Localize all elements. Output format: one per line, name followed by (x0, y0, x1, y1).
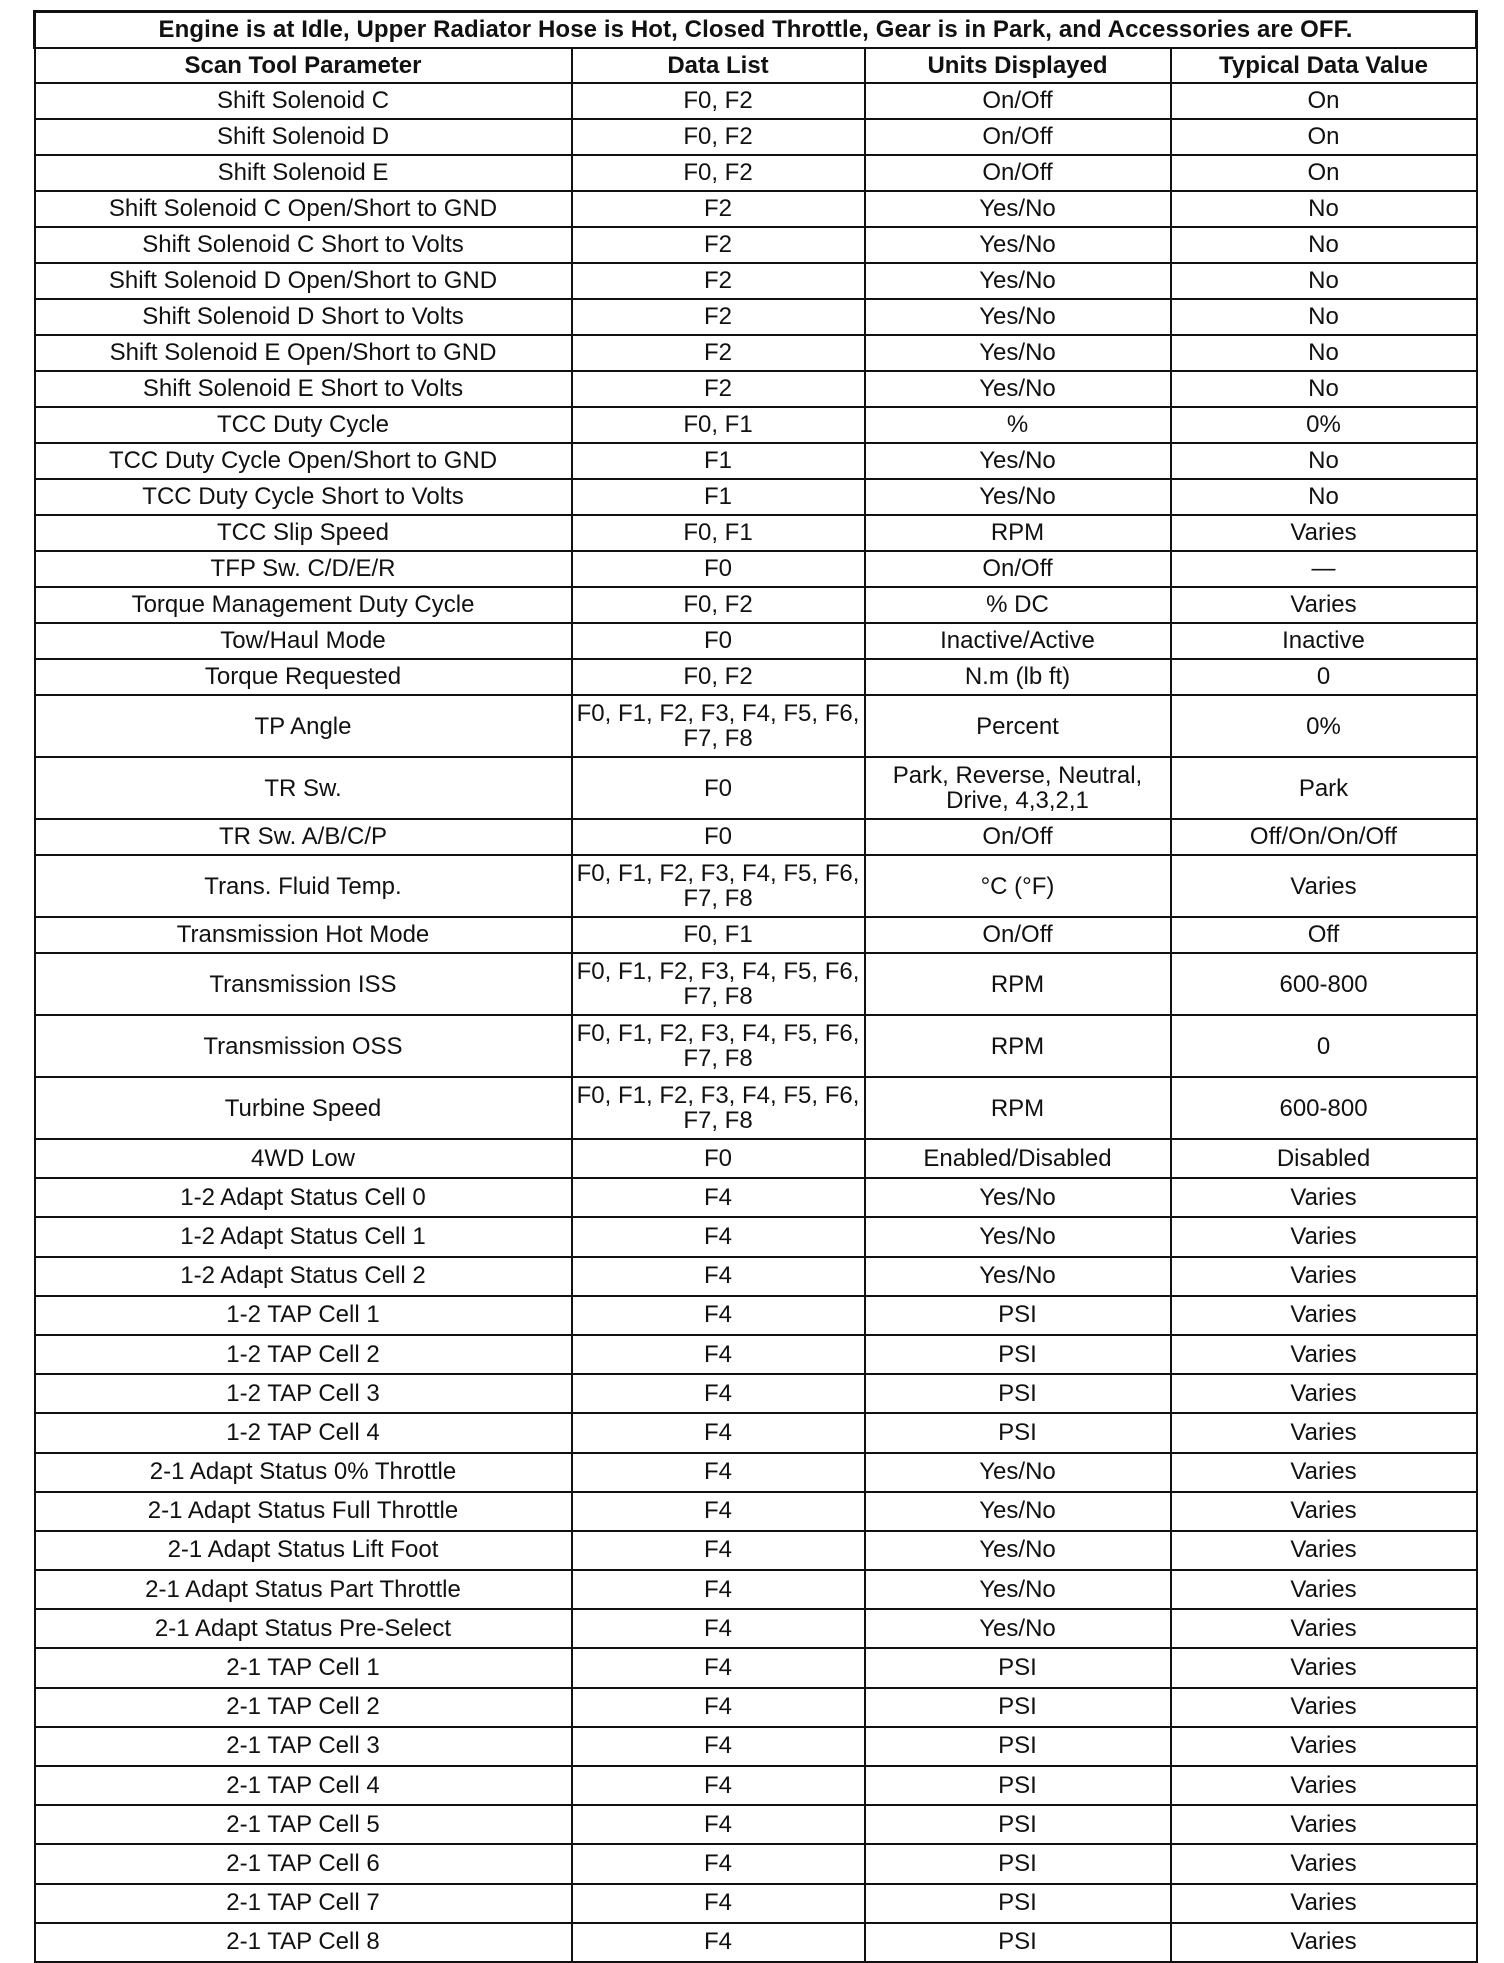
table-row (35, 1923, 1477, 1962)
cell-parameter: 1-2 TAP Cell 4 (35, 1413, 572, 1452)
table-row (35, 819, 1477, 855)
cell-parameter: 1-2 TAP Cell 1 (35, 1296, 572, 1335)
table-row (35, 227, 1477, 263)
table-row (35, 757, 1477, 819)
cell-data-list: F2 (572, 299, 865, 335)
cell-parameter: Turbine Speed (35, 1077, 572, 1139)
cell-data-list: F4 (572, 1805, 865, 1844)
cell-typical-value: Varies (1171, 1648, 1477, 1687)
cell-data-list: F4 (572, 1570, 865, 1609)
table-row (35, 855, 1477, 917)
cell-typical-value: Varies (1171, 1374, 1477, 1413)
table-row (35, 479, 1477, 515)
cell-typical-value: No (1171, 479, 1477, 515)
cell-data-list: F0, F2 (572, 587, 865, 623)
cell-units: °C (°F) (865, 855, 1171, 917)
table-row (35, 953, 1477, 1015)
table-row (35, 1805, 1477, 1844)
cell-units: Yes/No (865, 1178, 1171, 1217)
cell-parameter: TCC Duty Cycle Open/Short to GND (35, 443, 572, 479)
cell-data-list: F0 (572, 1139, 865, 1178)
cell-data-list: F2 (572, 371, 865, 407)
cell-typical-value: 0% (1171, 695, 1477, 757)
cell-data-list: F0, F1, F2, F3, F4, F5, F6, F7, F8 (572, 1077, 865, 1139)
cell-units: On/Off (865, 119, 1171, 155)
cell-data-list: F2 (572, 263, 865, 299)
cell-units: PSI (865, 1923, 1171, 1962)
cell-typical-value: Varies (1171, 1727, 1477, 1766)
cell-data-list: F0, F2 (572, 659, 865, 695)
cell-typical-value: Varies (1171, 1296, 1477, 1335)
cell-data-list: F4 (572, 1257, 865, 1296)
cell-typical-value: On (1171, 155, 1477, 191)
cell-parameter: Transmission ISS (35, 953, 572, 1015)
cell-parameter: Shift Solenoid E Open/Short to GND (35, 335, 572, 371)
cell-units: RPM (865, 1077, 1171, 1139)
cell-units: PSI (865, 1335, 1171, 1374)
cell-parameter: 1-2 Adapt Status Cell 1 (35, 1217, 572, 1256)
table-row (35, 695, 1477, 757)
cell-units: Yes/No (865, 1609, 1171, 1648)
cell-data-list: F0 (572, 551, 865, 587)
column-header-data-list: Data List (572, 48, 865, 83)
cell-typical-value: Varies (1171, 1492, 1477, 1531)
cell-typical-value: Varies (1171, 515, 1477, 551)
cell-data-list: F4 (572, 1374, 865, 1413)
cell-units: Yes/No (865, 191, 1171, 227)
cell-typical-value: Varies (1171, 1688, 1477, 1727)
table-row (35, 1077, 1477, 1139)
table-row (35, 119, 1477, 155)
cell-units: PSI (865, 1374, 1171, 1413)
table-row (35, 1492, 1477, 1531)
cell-units: Park, Reverse, Neutral, Drive, 4,3,2,1 (865, 757, 1171, 819)
cell-parameter: 2-1 TAP Cell 4 (35, 1766, 572, 1805)
cell-data-list: F4 (572, 1727, 865, 1766)
cell-parameter: 2-1 Adapt Status Full Throttle (35, 1492, 572, 1531)
cell-parameter: TCC Duty Cycle Short to Volts (35, 479, 572, 515)
cell-parameter: Torque Requested (35, 659, 572, 695)
cell-units: Yes/No (865, 335, 1171, 371)
table-row (35, 1727, 1477, 1766)
cell-units: PSI (865, 1727, 1171, 1766)
cell-typical-value: Varies (1171, 1844, 1477, 1883)
cell-typical-value: Varies (1171, 1257, 1477, 1296)
cell-data-list: F4 (572, 1648, 865, 1687)
cell-parameter: 2-1 TAP Cell 7 (35, 1884, 572, 1923)
cell-units: Enabled/Disabled (865, 1139, 1171, 1178)
cell-parameter: 2-1 TAP Cell 8 (35, 1923, 572, 1962)
cell-data-list: F0 (572, 819, 865, 855)
table-row (35, 1609, 1477, 1648)
cell-units: PSI (865, 1884, 1171, 1923)
table-row (35, 371, 1477, 407)
cell-data-list: F4 (572, 1335, 865, 1374)
cell-typical-value: 0 (1171, 1015, 1477, 1077)
cell-data-list: F1 (572, 479, 865, 515)
cell-parameter: TCC Slip Speed (35, 515, 572, 551)
cell-data-list: F4 (572, 1217, 865, 1256)
table-row (35, 1139, 1477, 1178)
table-row (35, 1531, 1477, 1570)
cell-units: % DC (865, 587, 1171, 623)
cell-data-list: F0 (572, 757, 865, 819)
column-header-typical-value: Typical Data Value (1171, 48, 1477, 83)
cell-units: PSI (865, 1413, 1171, 1452)
cell-data-list: F2 (572, 335, 865, 371)
cell-units: % (865, 407, 1171, 443)
cell-units: On/Off (865, 819, 1171, 855)
cell-typical-value: Off (1171, 917, 1477, 953)
cell-units: Yes/No (865, 1570, 1171, 1609)
cell-typical-value: No (1171, 227, 1477, 263)
table-row (35, 407, 1477, 443)
cell-typical-value: Disabled (1171, 1139, 1477, 1178)
cell-units: RPM (865, 1015, 1171, 1077)
cell-units: PSI (865, 1844, 1171, 1883)
cell-typical-value: No (1171, 263, 1477, 299)
cell-parameter: Shift Solenoid C Open/Short to GND (35, 191, 572, 227)
cell-data-list: F4 (572, 1492, 865, 1531)
cell-parameter: TCC Duty Cycle (35, 407, 572, 443)
cell-data-list: F0, F2 (572, 83, 865, 119)
cell-data-list: F4 (572, 1296, 865, 1335)
table-body (35, 83, 1477, 1962)
cell-data-list: F4 (572, 1609, 865, 1648)
cell-units: Yes/No (865, 1217, 1171, 1256)
cell-parameter: Shift Solenoid D Open/Short to GND (35, 263, 572, 299)
column-header-parameter: Scan Tool Parameter (35, 48, 572, 83)
cell-units: Yes/No (865, 1492, 1171, 1531)
cell-units: Yes/No (865, 479, 1171, 515)
cell-typical-value: No (1171, 371, 1477, 407)
cell-typical-value: Inactive (1171, 623, 1477, 659)
cell-parameter: TP Angle (35, 695, 572, 757)
cell-units: PSI (865, 1688, 1171, 1727)
cell-parameter: 1-2 Adapt Status Cell 2 (35, 1257, 572, 1296)
cell-units: Yes/No (865, 1531, 1171, 1570)
cell-units: On/Off (865, 917, 1171, 953)
cell-units: Yes/No (865, 227, 1171, 263)
table-row (35, 1570, 1477, 1609)
cell-typical-value: 600-800 (1171, 953, 1477, 1015)
cell-parameter: Shift Solenoid C (35, 83, 572, 119)
cell-typical-value: 600-800 (1171, 1077, 1477, 1139)
table-row (35, 1374, 1477, 1413)
cell-data-list: F4 (572, 1923, 865, 1962)
cell-typical-value: No (1171, 299, 1477, 335)
cell-parameter: Shift Solenoid C Short to Volts (35, 227, 572, 263)
cell-typical-value: No (1171, 335, 1477, 371)
cell-data-list: F2 (572, 191, 865, 227)
cell-parameter: Shift Solenoid D Short to Volts (35, 299, 572, 335)
cell-typical-value: Varies (1171, 1453, 1477, 1492)
table-row (35, 299, 1477, 335)
document-page (33, 10, 1475, 1963)
table-row (35, 1648, 1477, 1687)
cell-data-list: F4 (572, 1178, 865, 1217)
cell-parameter: 2-1 TAP Cell 1 (35, 1648, 572, 1687)
cell-parameter: 2-1 Adapt Status 0% Throttle (35, 1453, 572, 1492)
table-caption-row (35, 12, 1477, 49)
cell-units: Yes/No (865, 443, 1171, 479)
cell-typical-value: 0 (1171, 659, 1477, 695)
cell-typical-value: Park (1171, 757, 1477, 819)
cell-data-list: F4 (572, 1766, 865, 1805)
cell-typical-value: Varies (1171, 855, 1477, 917)
table-row (35, 1766, 1477, 1805)
cell-parameter: 1-2 TAP Cell 2 (35, 1335, 572, 1374)
cell-data-list: F2 (572, 227, 865, 263)
cell-units: Inactive/Active (865, 623, 1171, 659)
cell-units: On/Off (865, 155, 1171, 191)
table-row (35, 659, 1477, 695)
cell-units: Yes/No (865, 299, 1171, 335)
cell-typical-value: Varies (1171, 1217, 1477, 1256)
cell-units: RPM (865, 953, 1171, 1015)
cell-data-list: F4 (572, 1531, 865, 1570)
cell-data-list: F0, F2 (572, 119, 865, 155)
cell-data-list: F0, F1, F2, F3, F4, F5, F6, F7, F8 (572, 855, 865, 917)
table-row (35, 443, 1477, 479)
cell-typical-value: Varies (1171, 1884, 1477, 1923)
table-row (35, 1217, 1477, 1256)
cell-typical-value: Varies (1171, 1413, 1477, 1452)
cell-parameter: Shift Solenoid D (35, 119, 572, 155)
cell-units: Yes/No (865, 1453, 1171, 1492)
cell-data-list: F4 (572, 1413, 865, 1452)
cell-data-list: F0, F2 (572, 155, 865, 191)
table-header (35, 12, 1477, 84)
table-row (35, 335, 1477, 371)
table-row (35, 1335, 1477, 1374)
cell-data-list: F0, F1 (572, 515, 865, 551)
cell-parameter: TR Sw. (35, 757, 572, 819)
table-row (35, 917, 1477, 953)
table-row (35, 1413, 1477, 1452)
scan-tool-data-table (33, 10, 1478, 1963)
cell-data-list: F1 (572, 443, 865, 479)
cell-typical-value: Varies (1171, 1178, 1477, 1217)
cell-parameter: 1-2 Adapt Status Cell 0 (35, 1178, 572, 1217)
cell-typical-value: On (1171, 119, 1477, 155)
cell-parameter: Shift Solenoid E Short to Volts (35, 371, 572, 407)
cell-parameter: Transmission OSS (35, 1015, 572, 1077)
cell-units: Yes/No (865, 1257, 1171, 1296)
cell-units: Yes/No (865, 263, 1171, 299)
cell-typical-value: Varies (1171, 1335, 1477, 1374)
cell-parameter: 2-1 TAP Cell 2 (35, 1688, 572, 1727)
table-row (35, 1178, 1477, 1217)
cell-data-list: F0, F1, F2, F3, F4, F5, F6, F7, F8 (572, 695, 865, 757)
cell-typical-value: No (1171, 443, 1477, 479)
cell-typical-value: — (1171, 551, 1477, 587)
cell-units: Yes/No (865, 371, 1171, 407)
table-row (35, 623, 1477, 659)
cell-parameter: 2-1 Adapt Status Lift Foot (35, 1531, 572, 1570)
column-header-units: Units Displayed (865, 48, 1171, 83)
cell-typical-value: On (1171, 83, 1477, 119)
table-row (35, 551, 1477, 587)
cell-typical-value: Varies (1171, 1805, 1477, 1844)
table-row (35, 263, 1477, 299)
cell-units: PSI (865, 1805, 1171, 1844)
cell-units: PSI (865, 1296, 1171, 1335)
cell-parameter: 2-1 TAP Cell 5 (35, 1805, 572, 1844)
cell-parameter: 2-1 TAP Cell 3 (35, 1727, 572, 1766)
cell-data-list: F4 (572, 1884, 865, 1923)
table-row (35, 1015, 1477, 1077)
cell-data-list: F4 (572, 1453, 865, 1492)
cell-data-list: F0, F1, F2, F3, F4, F5, F6, F7, F8 (572, 1015, 865, 1077)
table-caption: Engine is at Idle, Upper Radiator Hose is Hot, Closed Throttle, Gear is in Park, and Accessories are OFF. (35, 12, 1477, 49)
cell-units: RPM (865, 515, 1171, 551)
cell-parameter: 2-1 Adapt Status Pre-Select (35, 1609, 572, 1648)
cell-typical-value: Varies (1171, 587, 1477, 623)
cell-parameter: Trans. Fluid Temp. (35, 855, 572, 917)
cell-typical-value: Varies (1171, 1766, 1477, 1805)
cell-data-list: F0, F1 (572, 407, 865, 443)
cell-typical-value: 0% (1171, 407, 1477, 443)
table-row (35, 1884, 1477, 1923)
cell-units: On/Off (865, 551, 1171, 587)
cell-typical-value: Off/On/On/Off (1171, 819, 1477, 855)
table-row (35, 1688, 1477, 1727)
cell-units: PSI (865, 1766, 1171, 1805)
cell-typical-value: Varies (1171, 1923, 1477, 1962)
cell-units: PSI (865, 1648, 1171, 1687)
column-header-row (35, 48, 1477, 83)
cell-parameter: Transmission Hot Mode (35, 917, 572, 953)
table-row (35, 155, 1477, 191)
table-row (35, 1257, 1477, 1296)
cell-typical-value: Varies (1171, 1570, 1477, 1609)
table-row (35, 83, 1477, 119)
table-row (35, 1453, 1477, 1492)
cell-data-list: F0 (572, 623, 865, 659)
cell-typical-value: Varies (1171, 1609, 1477, 1648)
cell-parameter: 1-2 TAP Cell 3 (35, 1374, 572, 1413)
cell-parameter: Tow/Haul Mode (35, 623, 572, 659)
table-row (35, 515, 1477, 551)
cell-parameter: 2-1 Adapt Status Part Throttle (35, 1570, 572, 1609)
cell-typical-value: No (1171, 191, 1477, 227)
cell-parameter: Shift Solenoid E (35, 155, 572, 191)
cell-parameter: Torque Management Duty Cycle (35, 587, 572, 623)
cell-parameter: 4WD Low (35, 1139, 572, 1178)
cell-data-list: F0, F1 (572, 917, 865, 953)
table-row (35, 1844, 1477, 1883)
cell-parameter: TR Sw. A/B/C/P (35, 819, 572, 855)
cell-units: On/Off (865, 83, 1171, 119)
cell-data-list: F4 (572, 1688, 865, 1727)
cell-data-list: F4 (572, 1844, 865, 1883)
table-row (35, 191, 1477, 227)
cell-typical-value: Varies (1171, 1531, 1477, 1570)
table-row (35, 587, 1477, 623)
table-row (35, 1296, 1477, 1335)
cell-units: N.m (lb ft) (865, 659, 1171, 695)
cell-parameter: TFP Sw. C/D/E/R (35, 551, 572, 587)
cell-data-list: F0, F1, F2, F3, F4, F5, F6, F7, F8 (572, 953, 865, 1015)
cell-parameter: 2-1 TAP Cell 6 (35, 1844, 572, 1883)
cell-units: Percent (865, 695, 1171, 757)
